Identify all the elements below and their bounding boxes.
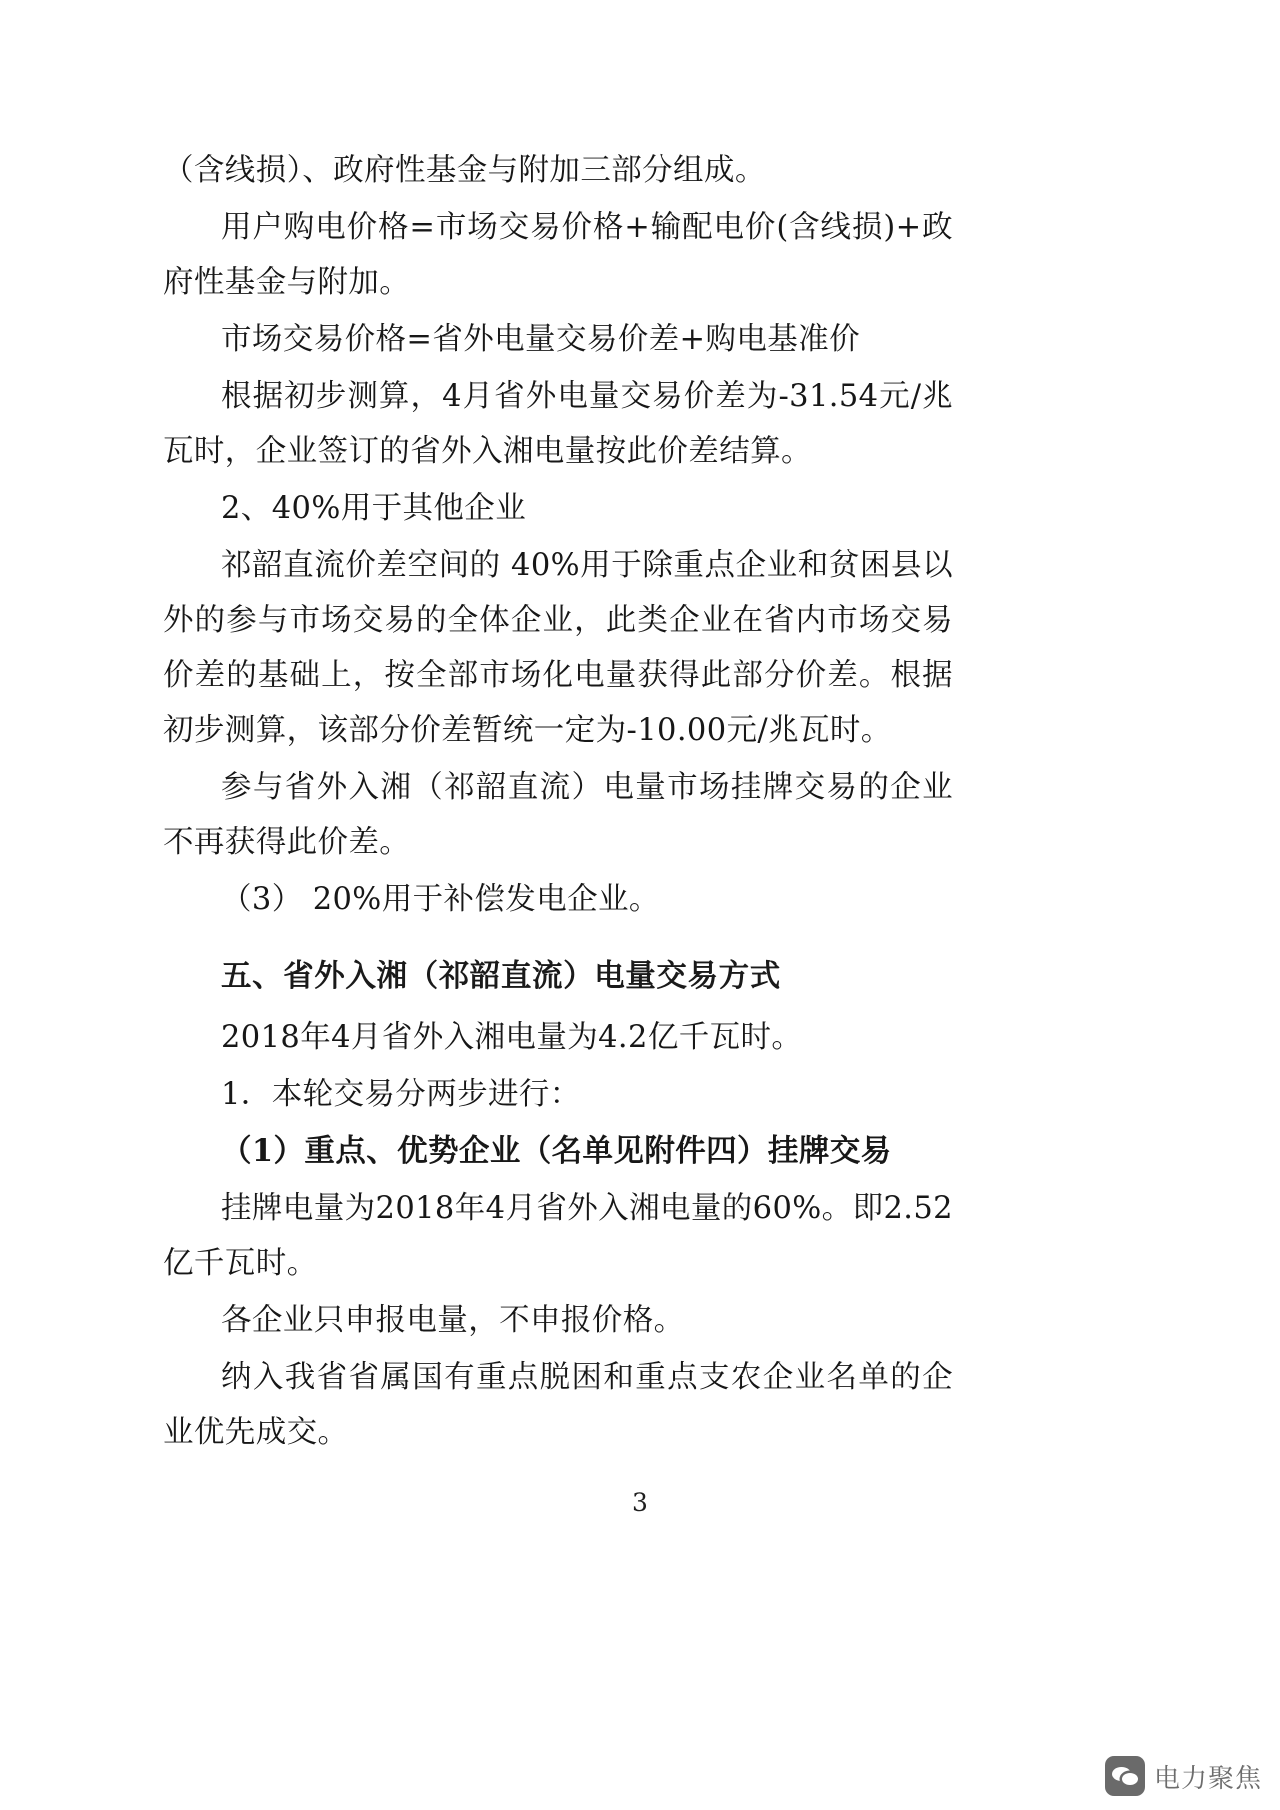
paragraph-april-price-difference: 根据初步测算，4月省外电量交易价差为-31.54元/兆瓦时，企业签订的省外入湘电量按此价差结算。 bbox=[163, 379, 953, 469]
paragraph-step1-listed-trading-title: （1）重点、优势企业（名单见附件四）挂牌交易 bbox=[221, 1133, 892, 1169]
paragraph-priority-state-owned: 纳入我省省属国有重点脱困和重点支农企业名单的企业优先成交。 bbox=[163, 1360, 953, 1450]
wechat-account-label: 电力聚焦 bbox=[1153, 1763, 1262, 1794]
wechat-watermark bbox=[1105, 1756, 1262, 1796]
section-heading-trading-method: 五、省外入湘（祁韶直流）电量交易方式 bbox=[221, 958, 781, 994]
paragraph-two-step-trading: 1．本轮交易分两步进行： bbox=[221, 1077, 581, 1112]
paragraph-item3-compensate-generators: （3） 20%用于补偿发电企业。 bbox=[221, 882, 660, 917]
paragraph-qishao-dc-40percent: 祁韶直流价差空间的 40%用于除重点企业和贫困县以外的参与市场交易的全体企业，此类企业在省内市场交易价差的基础上，按全部市场化电量获得此部分价差。根据初步测算，该部分价差暂统一定为-10.00元/兆瓦时。 bbox=[163, 548, 953, 748]
paragraph-line-loss-composition: （含线损）、政府性基金与附加三部分组成。 bbox=[163, 153, 766, 188]
wechat-icon bbox=[1105, 1756, 1145, 1796]
paragraph-listed-trading-no-difference: 参与省外入湘（祁韶直流）电量市场挂牌交易的企业不再获得此价差。 bbox=[163, 770, 953, 860]
paragraph-declare-volume-only: 各企业只申报电量，不申报价格。 bbox=[221, 1303, 685, 1338]
paragraph-market-price-formula: 市场交易价格=省外电量交易价差+购电基准价 bbox=[221, 322, 861, 357]
paragraph-april-2018-volume: 2018年4月省外入湘电量为4.2亿千瓦时。 bbox=[221, 1020, 803, 1055]
document-body bbox=[163, 143, 953, 1462]
page-number: 3 bbox=[632, 1488, 648, 1517]
paragraph-item2-heading: 2、40%用于其他企业 bbox=[221, 491, 527, 526]
paragraph-listed-volume: 挂牌电量为2018年4月省外入湘电量的60%。即2.52亿千瓦时。 bbox=[163, 1191, 953, 1281]
paragraph-user-purchase-price-formula: 用户购电价格=市场交易价格+输配电价(含线损)+政府性基金与附加。 bbox=[163, 210, 953, 300]
